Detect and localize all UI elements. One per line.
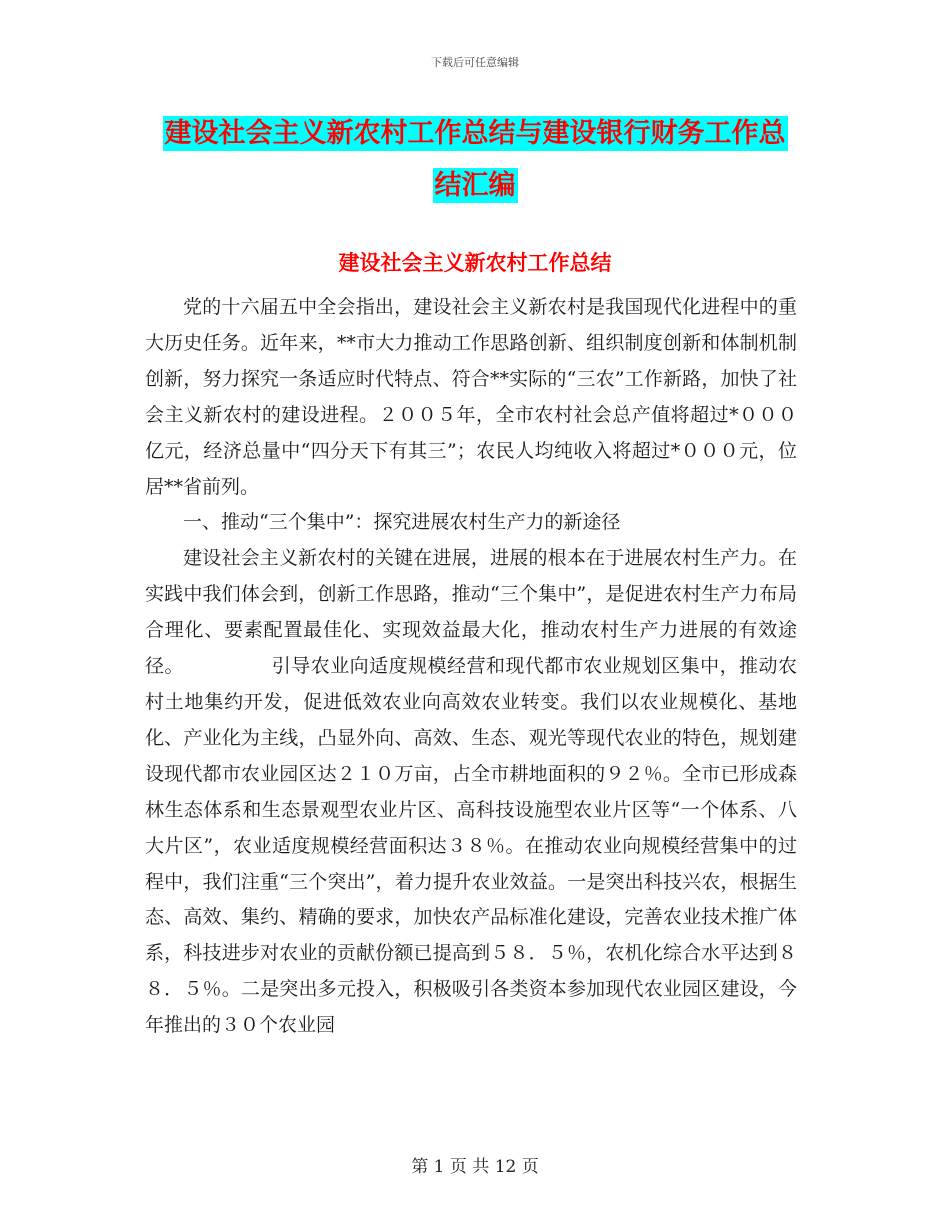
section-title: 建设社会主义新农村工作总结 [338,251,612,275]
header-note: 下载后可任意编辑 [431,56,519,69]
title-highlight-1: 建设社会主义新农村工作总结与建设银行财务工作总 [164,118,786,149]
paragraph-2-heading: 一、推动“三个集中”：探究进展农村生产力的新途径 [183,511,621,534]
body-text [145,290,797,1044]
document-title [0,108,950,212]
document-title-line-1 [0,108,950,160]
paragraph-3: 建设社会主义新农村的关键在进展，进展的根本在于进展农村生产力。在实践中我们体会到，创新工作思路，推动“三个集中”，是促进农村生产力布局合理化、要素配置最佳化、实现效益最大化，推动农村生产力进展的有效途径。 引导农业向适度规模经营和现代都市农业规划区集中，推动农村土地集约开发，促进低效农业向高效农业转变。我们以农业规模化、基地化、产业化为主线，凸显外向、高效、生态、观光等现代农业的特色，规划建设现代都市农业园区达２１０万亩，占全市耕地面积的９２％。全市已形成森林生态体系和生态景观型农业片区、高科技设施型农业片区等“一个体系、八大片区”，农业适度规模经营面积达３８％。在推动农业向规模经营集中的过程中，我们注重“三个突出”，着力提升农业效益。一是突出科技兴农，根据生态、高效、集约、精确的要求，加快农产品标准化建设，完善农业技术推广体系，科技进步对农业的贡献份额已提高到５８．５％，农机化综合水平达到８８．５％。二是突出多元投入，积极吸引各类资本参加现代农业园区建设，今年推出的３０个农业园 [145,547,797,1037]
paragraph-1: 党的十六届五中全会指出，建设社会主义新农村是我国现代化进程中的重大历史任务。近年来，**市大力推动工作思路创新、组织制度创新和体制机制创新，努力探究一条适应时代特点、符合**实际的“三农”工作新路，加快了社会主义新农村的建设进程。２００５年，全市农村社会总产值将超过*０００亿元，经济总量中“四分天下有其三”；农民人均纯收入将超过*０００元，位居**省前列。 [145,296,797,498]
page-footer: 第 1 页 共 12 页 [411,1157,539,1177]
document-title-line-2 [0,160,950,212]
title-highlight-2: 结汇编 [434,170,516,201]
